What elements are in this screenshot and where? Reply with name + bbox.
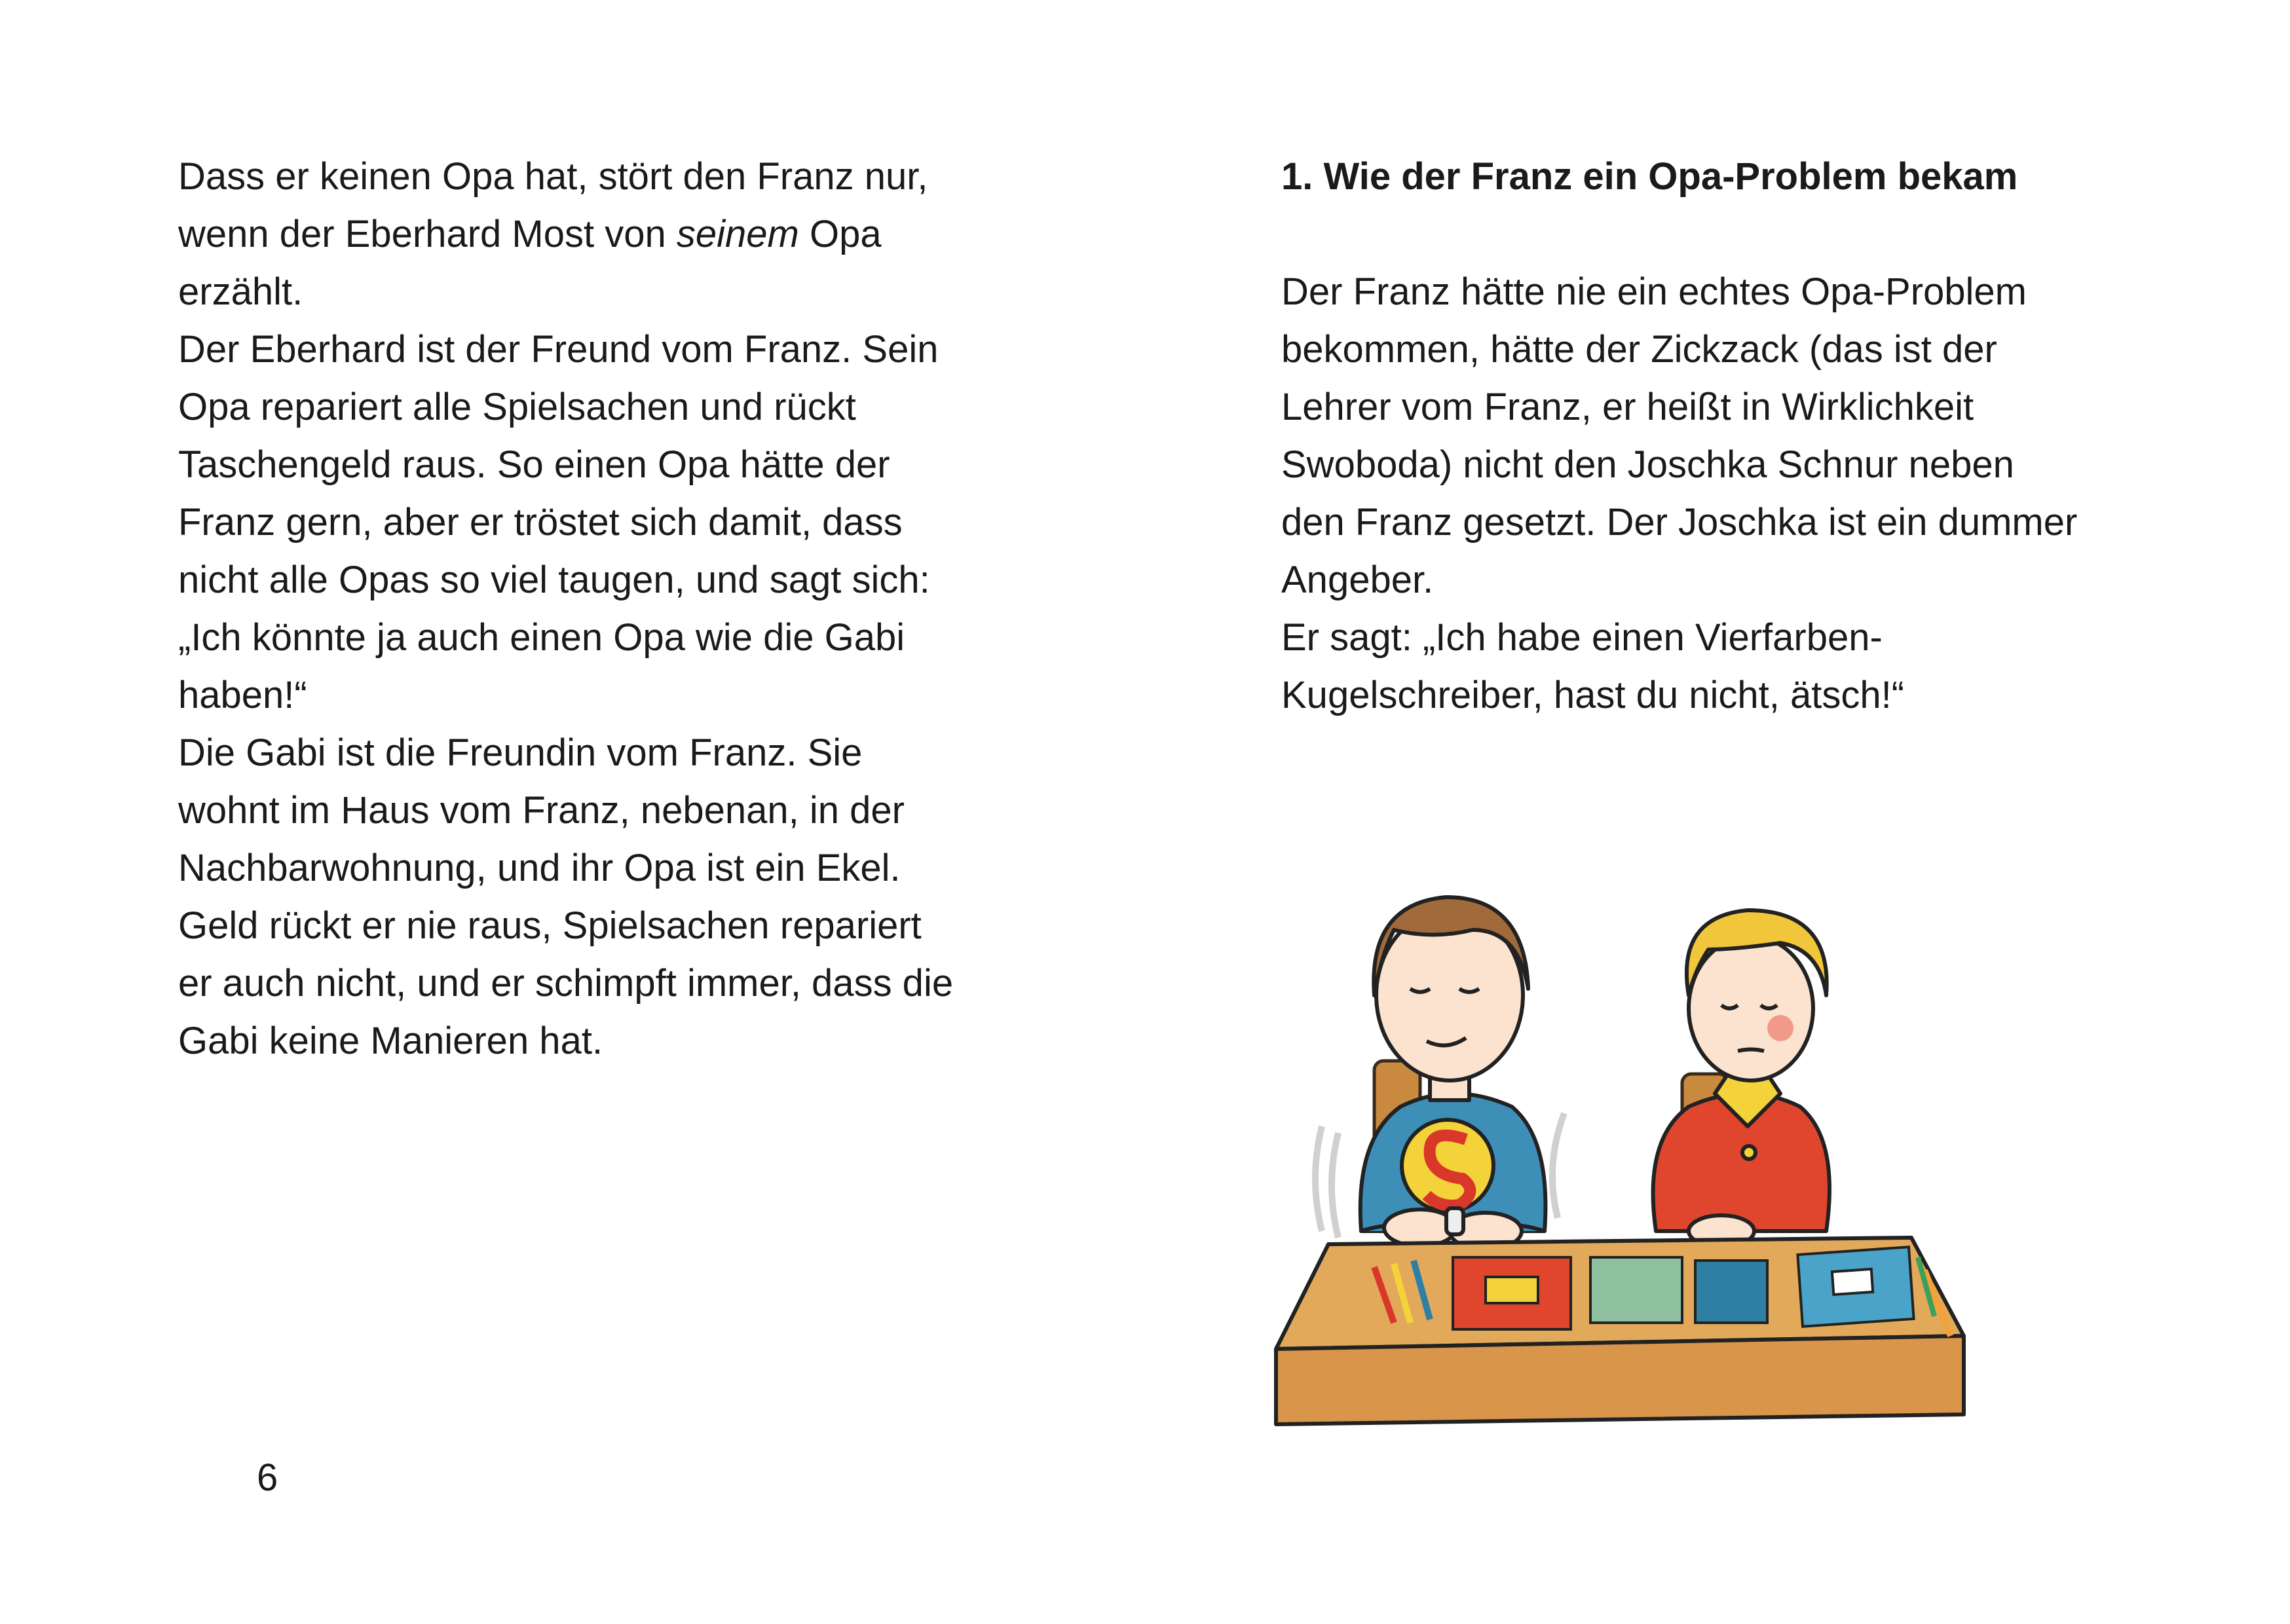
joschka-mouth xyxy=(1738,1050,1764,1052)
green-book-stack xyxy=(1590,1257,1682,1323)
desk-front xyxy=(1276,1336,1964,1424)
line-text: Geld rückt er nie raus, Spielsachen repariert xyxy=(178,904,922,947)
line-text: Der Eberhard ist der Freund vom Franz. Sein xyxy=(178,328,939,371)
line-text: Nachbarwohnung, und ihr Opa ist ein Ekel. xyxy=(178,847,901,889)
line-text: er auch nicht, und er schimpft immer, dass die xyxy=(178,962,954,1005)
line-text: Opa xyxy=(798,213,882,255)
body-line: Kugelschreiber, hast du nicht, ätsch!“ xyxy=(1281,674,1905,716)
line-text: Franz gern, aber er tröstet sich damit, dass xyxy=(178,501,903,544)
body-line: bekommen, hätte der Zickzack (das ist der xyxy=(1281,328,1997,371)
franz-watch xyxy=(1446,1208,1463,1234)
right-page xyxy=(1145,0,2290,1624)
emphasized-word: seinem xyxy=(676,213,799,255)
body-line: Der Franz hätte nie ein echtes Opa-Problem xyxy=(1281,270,2027,313)
body-line xyxy=(178,148,1062,206)
body-line xyxy=(178,436,1062,494)
body-line xyxy=(178,321,1062,378)
body-line xyxy=(178,667,1062,724)
page-number: 6 xyxy=(257,1456,278,1499)
line-text: erzählt. xyxy=(178,270,303,313)
line-text: Taschengeld raus. So einen Opa hätte der xyxy=(178,443,890,486)
line-text: Gabi keine Manieren hat. xyxy=(178,1020,603,1062)
joschka-face xyxy=(1689,936,1813,1080)
chapter-heading: 1. Wie der Franz ein Opa-Problem bekam xyxy=(1281,155,2018,198)
classroom-illustration xyxy=(1263,799,1990,1428)
boy-joschka xyxy=(1653,910,1830,1247)
body-line: Er sagt: „Ich habe einen Vierfarben- xyxy=(1281,616,1883,659)
body-line: Swoboda) nicht den Joschka Schnur neben xyxy=(1281,443,2014,486)
body-line xyxy=(178,551,1062,609)
body-line xyxy=(178,609,1062,667)
desk-items xyxy=(1374,1247,1951,1336)
body-line: den Franz gesetzt. Der Joschka ist ein dummer xyxy=(1281,501,2078,544)
body-line xyxy=(178,840,1062,897)
white-label xyxy=(1832,1269,1873,1295)
line-text: Opa repariert alle Spielsachen und rückt xyxy=(178,386,856,428)
body-line xyxy=(178,206,1062,263)
body-line: Lehrer vom Franz, er heißt in Wirklichkeit xyxy=(1281,386,1974,428)
joschka-button xyxy=(1742,1146,1755,1159)
body-line xyxy=(178,724,1062,782)
line-text: wohnt im Haus vom Franz, nebenan, in der xyxy=(178,789,905,832)
body-line xyxy=(178,955,1062,1012)
joschka-cheek xyxy=(1767,1015,1793,1041)
left-page-text xyxy=(178,148,1062,1070)
body-line: Angeber. xyxy=(1281,559,1434,601)
line-text: haben!“ xyxy=(178,674,307,716)
line-text: Die Gabi ist die Freundin vom Franz. Sie xyxy=(178,731,863,774)
body-line xyxy=(178,494,1062,551)
right-page-text xyxy=(1281,148,2185,724)
line-text: wenn der Eberhard Most von xyxy=(178,213,677,255)
line-text: Dass er keinen Opa hat, stört den Franz nur, xyxy=(178,155,928,198)
body-line xyxy=(178,897,1062,955)
body-line xyxy=(178,782,1062,840)
heading-spacer xyxy=(1281,206,2185,263)
line-text: „Ich könnte ja auch einen Opa wie die Gabi xyxy=(178,616,905,659)
body-line xyxy=(178,263,1062,321)
body-line xyxy=(178,378,1062,436)
body-line xyxy=(178,1012,1062,1070)
line-text: nicht alle Opas so viel taugen, und sagt sich: xyxy=(178,559,930,601)
blue-book xyxy=(1695,1261,1767,1323)
yellow-label xyxy=(1486,1277,1538,1303)
